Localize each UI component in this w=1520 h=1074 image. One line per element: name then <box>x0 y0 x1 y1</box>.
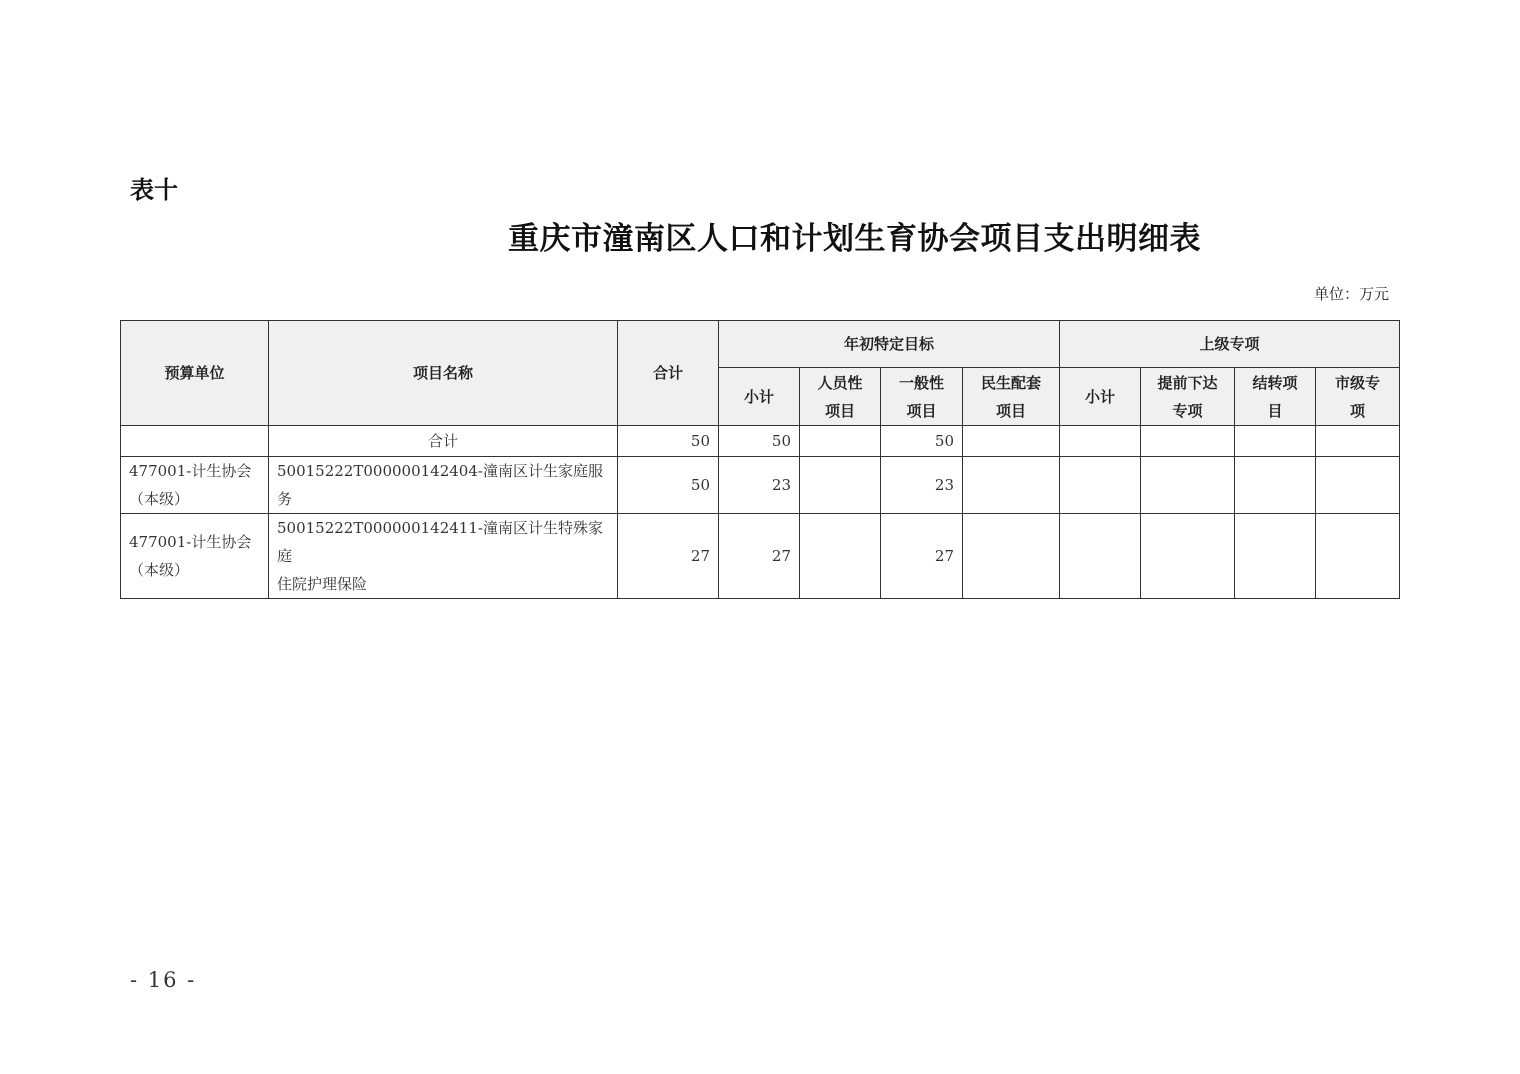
header-superior-municipal <box>1316 368 1400 426</box>
cell-annual-personnel <box>800 457 881 514</box>
cell-superior-subtotal <box>1060 514 1141 599</box>
header-budget-unit: 预算单位 <box>121 321 269 426</box>
cell-annual-general: 50 <box>881 426 963 457</box>
document-title: 重庆市潼南区人口和计划生育协会项目支出明细表 <box>508 221 1201 257</box>
table-body <box>121 426 1400 599</box>
table-label: 表十 <box>130 176 178 204</box>
cell-superior-advance <box>1141 426 1235 457</box>
header-annual-general-line-2: 项目 <box>906 401 937 420</box>
cell-annual-livelihood <box>963 426 1060 457</box>
cell-annual-general: 23 <box>881 457 963 514</box>
unit-note: 单位：万元 <box>1313 285 1389 303</box>
cell-superior-advance <box>1141 514 1235 599</box>
cell-unit <box>121 426 269 457</box>
header-project-name: 项目名称 <box>269 321 618 426</box>
cell-annual-livelihood <box>963 514 1060 599</box>
header-annual-general-line-1: 一般性 <box>898 373 944 392</box>
cell-superior-municipal <box>1316 457 1400 514</box>
cell-project: 合计 <box>269 426 618 457</box>
header-group-annual-targets: 年初特定目标 <box>719 321 1060 368</box>
cell-annual-personnel <box>800 426 881 457</box>
cell-project <box>269 457 618 514</box>
header-annual-livelihood-line-1: 民生配套 <box>981 373 1042 392</box>
summary-row <box>121 426 1400 457</box>
cell-project-line-2: 住院护理保险 <box>277 575 368 593</box>
table-header <box>121 321 1400 426</box>
cell-superior-subtotal <box>1060 426 1141 457</box>
header-annual-personnel-line-2: 项目 <box>824 401 855 420</box>
cell-superior-advance <box>1141 457 1235 514</box>
cell-unit-line-1: 477001-计生协会 <box>129 533 252 551</box>
table-row <box>121 514 1400 599</box>
header-superior-carryover-line-2: 目 <box>1267 401 1283 420</box>
cell-unit <box>121 457 269 514</box>
cell-annual-subtotal: 50 <box>719 426 800 457</box>
page-number: - 16 - <box>130 968 197 992</box>
cell-total: 50 <box>618 457 719 514</box>
cell-project-line-1: 50015222T000000142411-潼南区计生特殊家庭 <box>277 519 603 565</box>
cell-superior-carryover <box>1235 426 1316 457</box>
header-total: 合计 <box>618 321 719 426</box>
cell-total: 50 <box>618 426 719 457</box>
header-annual-subtotal: 小计 <box>719 368 800 426</box>
header-superior-carryover <box>1235 368 1316 426</box>
header-group-superior-special: 上级专项 <box>1060 321 1400 368</box>
header-superior-carryover-line-1: 结转项 <box>1252 373 1298 392</box>
cell-unit-line-2: （本级） <box>129 490 190 508</box>
cell-annual-subtotal: 27 <box>719 514 800 599</box>
cell-superior-subtotal <box>1060 457 1141 514</box>
cell-project <box>269 514 618 599</box>
cell-superior-carryover <box>1235 457 1316 514</box>
cell-superior-municipal <box>1316 426 1400 457</box>
header-superior-advance-line-1: 提前下达 <box>1157 373 1218 392</box>
header-annual-livelihood-line-2: 项目 <box>996 401 1027 420</box>
cell-annual-livelihood <box>963 457 1060 514</box>
header-annual-personnel <box>800 368 881 426</box>
header-superior-advance <box>1141 368 1235 426</box>
header-annual-personnel-line-1: 人员性 <box>817 373 863 392</box>
cell-annual-general: 27 <box>881 514 963 599</box>
cell-unit-line-2: （本级） <box>129 561 190 579</box>
header-superior-municipal-line-2: 项 <box>1350 401 1366 420</box>
table-row <box>121 457 1400 514</box>
cell-superior-municipal <box>1316 514 1400 599</box>
cell-total: 27 <box>618 514 719 599</box>
cell-unit <box>121 514 269 599</box>
header-superior-subtotal: 小计 <box>1060 368 1141 426</box>
project-expenditure-table <box>120 320 1400 599</box>
cell-annual-subtotal: 23 <box>719 457 800 514</box>
cell-project-line-1: 50015222T000000142404-潼南区计生家庭服务 <box>277 462 603 508</box>
header-annual-general <box>881 368 963 426</box>
header-superior-municipal-line-1: 市级专 <box>1335 373 1381 392</box>
header-superior-advance-line-2: 专项 <box>1172 401 1203 420</box>
cell-unit-line-1: 477001-计生协会 <box>129 462 252 480</box>
header-annual-livelihood <box>963 368 1060 426</box>
cell-superior-carryover <box>1235 514 1316 599</box>
cell-annual-personnel <box>800 514 881 599</box>
